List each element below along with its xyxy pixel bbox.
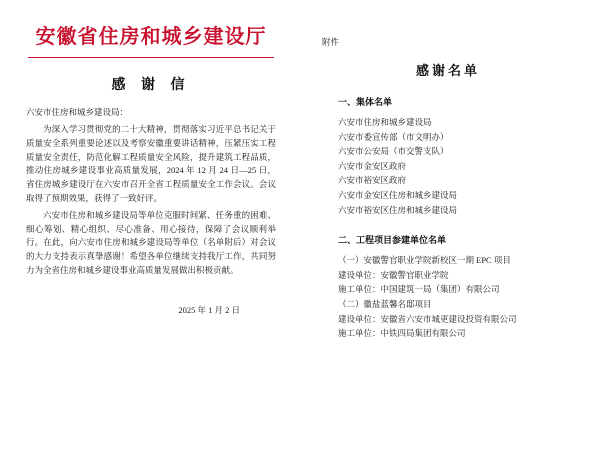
letter-title: 感 谢 信 xyxy=(111,78,191,93)
list-item: 施工单位：中铁四局集团有限公司 xyxy=(338,328,466,339)
header-divider xyxy=(28,57,274,58)
list-item: 六安市金安区住房和城乡建设局 xyxy=(338,190,458,201)
section-spacer xyxy=(322,217,574,223)
list-item: （二）徽盐蓝馨名邸项目 xyxy=(338,299,432,310)
list-item: 建设单位：安徽省六安市城更建设投资有限公司 xyxy=(338,313,517,324)
annex-label: 附件 xyxy=(322,37,340,47)
list-item: 六安市金安区政府 xyxy=(338,160,407,171)
letter-paragraph: 六安市住房和城乡建设局等单位克服时间紧、任务重的困难、细心筹划、精心组织、尽心准备、用心接待，保障了会议顺利举行。在此，向六安市住房和城乡建设局等单位（名单附后）对会议的大力支持表示真挚感谢！希望各单位继续支持我厅工作，共同努力为全省住房和城乡建设事业高质量发展做出积极贡献。 xyxy=(26,209,276,275)
list-item: 六安市裕安区政府 xyxy=(338,175,407,186)
list-item: 六安市委宣传部（市文明办） xyxy=(338,131,449,142)
annex-title: 感谢名单 xyxy=(415,63,480,78)
list-item: （一）安徽警官职业学院新校区一期 EPC 项目 xyxy=(338,255,511,266)
list-item: 六安市住房和城乡建设局 xyxy=(338,117,432,127)
letter-date: 2025 年 1 月 2 日 xyxy=(178,304,240,315)
annex-section-heading: 一、集体名单 xyxy=(338,97,393,107)
list-item: 六安市裕安区住房和城乡建设局 xyxy=(338,204,458,215)
issuing-organization-header: 安徽省住房和城乡建设厅 xyxy=(35,26,267,48)
letter-paragraph: 为深入学习贯彻党的二十大精神，贯彻落实习近平总书记关于质量安全系列重要论述以及考察安徽重要讲话精神，压紧压实工程质量安全责任，防范化解工程质量安全风险，提升建筑工程品质，推动住房城乡建设事业高质量发展，2024 年 12 月 24 日—25 日，省住房城乡建设厅在六安市召开全省工程质量安全工作会议。会议取得了预期效果，获得了一致好评。 xyxy=(26,124,276,203)
letter-salutation: 六安市住房和城乡建设局： xyxy=(26,107,129,117)
list-item: 建设单位：安徽警官职业学院 xyxy=(338,269,449,280)
annex-section-heading: 二、工程项目参建单位名单 xyxy=(338,235,447,246)
list-item: 施工单位：中国建筑一局（集团）有限公司 xyxy=(338,284,500,295)
list-item: 六安市公安局（市交警支队） xyxy=(338,146,449,157)
annex-column xyxy=(300,0,600,450)
